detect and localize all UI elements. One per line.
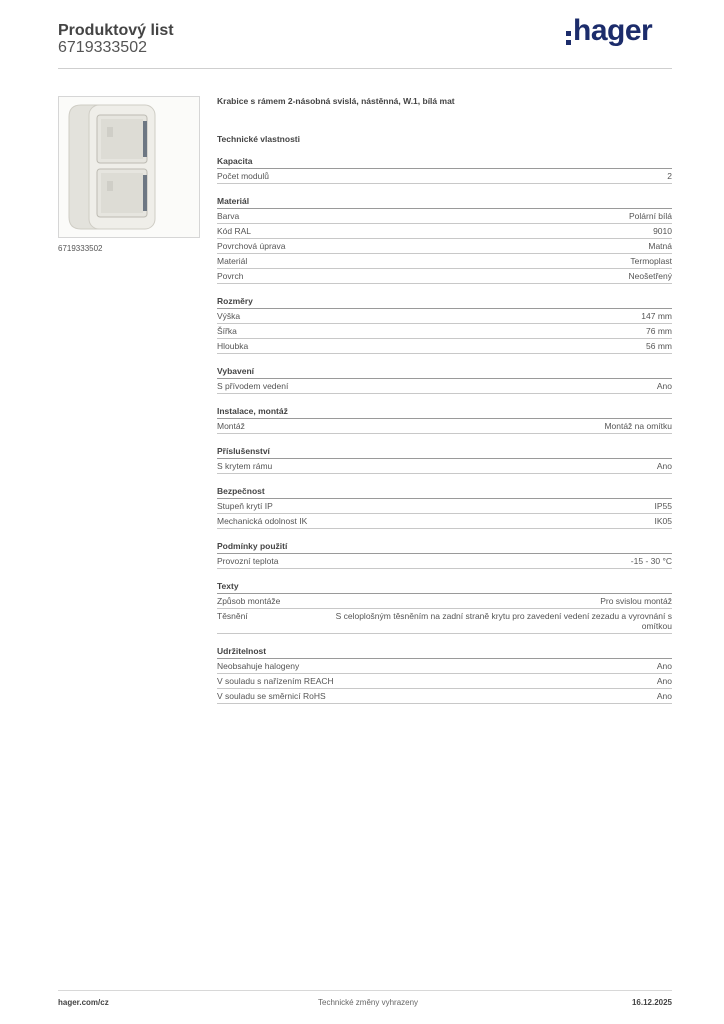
spec-label: Barva bbox=[217, 211, 240, 221]
spec-section bbox=[217, 156, 672, 184]
section-title: Udržitelnost bbox=[217, 646, 672, 659]
spec-value: 56 mm bbox=[646, 341, 672, 351]
spec-section bbox=[217, 541, 672, 569]
spec-row bbox=[217, 594, 672, 609]
logo-dots-icon bbox=[566, 31, 571, 45]
spec-value: -15 - 30 °C bbox=[630, 556, 672, 566]
spec-value: Pro svislou montáž bbox=[600, 596, 672, 606]
spec-content bbox=[217, 96, 672, 704]
spec-value: Ano bbox=[656, 691, 672, 701]
spec-label: Kód RAL bbox=[217, 226, 252, 236]
image-caption: 6719333502 bbox=[58, 244, 103, 253]
spec-section bbox=[217, 296, 672, 354]
spec-label: Šířka bbox=[217, 326, 237, 336]
spec-row bbox=[217, 499, 672, 514]
spec-value: IP55 bbox=[654, 501, 672, 511]
spec-row bbox=[217, 239, 672, 254]
spec-value: Ano bbox=[656, 461, 672, 471]
footer-divider bbox=[58, 990, 672, 991]
spec-section bbox=[217, 486, 672, 529]
spec-value: 76 mm bbox=[646, 326, 672, 336]
spec-label: Výška bbox=[217, 311, 241, 321]
spec-label: Povrchová úprava bbox=[217, 241, 286, 251]
spec-label: V souladu se směrnicí RoHS bbox=[217, 691, 326, 701]
spec-value: Termoplast bbox=[630, 256, 672, 266]
spec-row bbox=[217, 169, 672, 184]
spec-row bbox=[217, 224, 672, 239]
spec-row bbox=[217, 514, 672, 529]
spec-label: Montáž bbox=[217, 421, 245, 431]
spec-row bbox=[217, 379, 672, 394]
spec-row bbox=[217, 209, 672, 224]
spec-label: Způsob montáže bbox=[217, 596, 281, 606]
spec-value: S celoplošným těsněním na zadní straně krytu pro zavedení vedení zezadu a vyrovnání s omítkou bbox=[335, 611, 672, 631]
spec-section bbox=[217, 446, 672, 474]
product-name: Krabice s rámem 2-násobná svislá, nástěnná, W.1, bílá mat bbox=[217, 96, 455, 106]
section-title: Příslušenství bbox=[217, 446, 672, 459]
spec-section bbox=[217, 406, 672, 434]
spec-label: Provozní teplota bbox=[217, 556, 279, 566]
spec-row bbox=[217, 339, 672, 354]
spec-sections bbox=[217, 156, 672, 704]
section-title: Materiál bbox=[217, 196, 672, 209]
hager-logo bbox=[566, 14, 652, 49]
section-title: Vybavení bbox=[217, 366, 672, 379]
spec-row bbox=[217, 254, 672, 269]
spec-value: Ano bbox=[656, 381, 672, 391]
spec-label: Hloubka bbox=[217, 341, 249, 351]
spec-value: 2 bbox=[667, 171, 672, 181]
spec-value: Matná bbox=[648, 241, 672, 251]
spec-label: Neobsahuje halogeny bbox=[217, 661, 300, 671]
spec-label: Těsnění bbox=[217, 611, 248, 621]
spec-label: Povrch bbox=[217, 271, 244, 281]
spec-value: Ano bbox=[656, 661, 672, 671]
section-title: Kapacita bbox=[217, 156, 672, 169]
section-title: Instalace, montáž bbox=[217, 406, 672, 419]
spec-value: 9010 bbox=[653, 226, 672, 236]
spec-value: IK05 bbox=[654, 516, 672, 526]
spec-value: Montáž na omítku bbox=[604, 421, 672, 431]
spec-label: Mechanická odolnost IK bbox=[217, 516, 308, 526]
spec-value: Neošetřený bbox=[628, 271, 672, 281]
spec-row bbox=[217, 269, 672, 284]
spec-value: Polární bílá bbox=[629, 211, 672, 221]
spec-row bbox=[217, 554, 672, 569]
page-title: Produktový list bbox=[58, 22, 174, 39]
spec-row bbox=[217, 309, 672, 324]
spec-row bbox=[217, 659, 672, 674]
spec-row bbox=[217, 459, 672, 474]
spec-row bbox=[217, 419, 672, 434]
spec-label: Počet modulů bbox=[217, 171, 269, 181]
product-code: 6719333502 bbox=[58, 39, 147, 56]
spec-section bbox=[217, 366, 672, 394]
spec-value: Ano bbox=[656, 676, 672, 686]
section-title: Podmínky použití bbox=[217, 541, 672, 554]
tech-properties-heading: Technické vlastnosti bbox=[217, 134, 300, 144]
section-title: Bezpečnost bbox=[217, 486, 672, 499]
spec-section bbox=[217, 581, 672, 634]
spec-row bbox=[217, 324, 672, 339]
spec-row bbox=[217, 674, 672, 689]
section-title: Texty bbox=[217, 581, 672, 594]
spec-label: Materiál bbox=[217, 256, 248, 266]
spec-row bbox=[217, 609, 672, 634]
spec-label: Stupeň krytí IP bbox=[217, 501, 273, 511]
spec-row bbox=[217, 689, 672, 704]
header-divider bbox=[58, 68, 672, 69]
spec-label: S krytem rámu bbox=[217, 461, 273, 471]
footer-note: Technické změny vyhrazeny bbox=[318, 998, 419, 1007]
wall-box-illustration bbox=[59, 97, 199, 237]
section-title: Rozměry bbox=[217, 296, 672, 309]
product-image bbox=[58, 96, 200, 238]
spec-label: V souladu s nařízením REACH bbox=[217, 676, 334, 686]
footer-date: 16.12.2025 bbox=[631, 998, 672, 1007]
spec-label: S přívodem vedení bbox=[217, 381, 289, 391]
spec-section bbox=[217, 196, 672, 284]
logo-text: hager bbox=[573, 14, 653, 47]
spec-value: 147 mm bbox=[641, 311, 672, 321]
footer-website: hager.com/cz bbox=[58, 998, 109, 1007]
spec-section bbox=[217, 646, 672, 704]
